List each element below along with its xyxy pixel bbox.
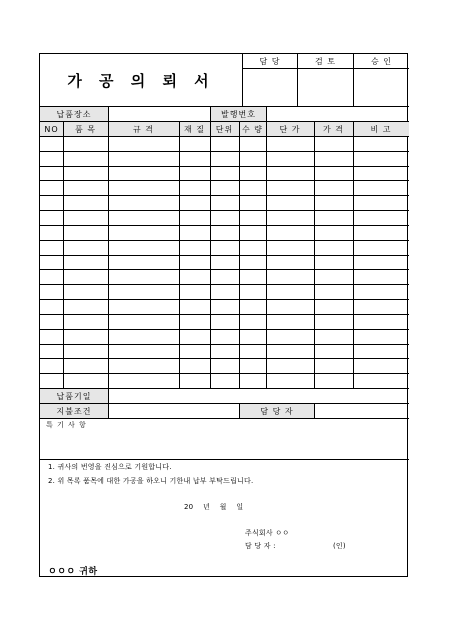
note-line-1: 1. 귀사의 번영을 진심으로 기원합니다.	[48, 463, 172, 471]
column-header-1: 품 목	[75, 124, 96, 134]
table-row[interactable]	[40, 211, 409, 225]
table-row[interactable]	[40, 152, 409, 166]
processing-request-form	[39, 53, 408, 577]
date-line: 20 년 월 일	[184, 503, 244, 511]
column-header-3: 재 질	[184, 124, 205, 134]
seal-mark: (인)	[333, 542, 346, 550]
table-row[interactable]	[40, 359, 409, 373]
table-row[interactable]	[40, 285, 409, 299]
column-header-5: 수 량	[242, 124, 263, 134]
delivery-date-label: 납품기일	[40, 389, 108, 403]
column-header-2: 규 격	[133, 124, 154, 134]
table-row[interactable]	[40, 315, 409, 329]
recipient: ㅇㅇㅇ 귀하	[48, 566, 98, 577]
delivery-place-field[interactable]	[109, 107, 210, 121]
approval-approve-sign-box[interactable]	[354, 69, 409, 106]
table-row[interactable]	[40, 137, 409, 151]
table-row[interactable]	[40, 330, 409, 344]
company-name: 주식회사 ㅇㅇ	[245, 529, 290, 537]
column-header-0: NO	[44, 124, 59, 134]
signer-label: 담 당 자 :	[245, 542, 276, 550]
payment-terms-label: 지불조건	[40, 404, 108, 418]
note-line-2: 2. 위 목록 품목에 대한 가공을 하오니 기한내 납부 부탁드립니다.	[48, 477, 254, 485]
person-in-charge-label: 담 당 자	[240, 404, 314, 418]
issue-number-label: 발행번호	[211, 107, 266, 121]
delivery-date-field[interactable]	[109, 389, 409, 403]
approval-charge-sign-box[interactable]	[243, 69, 297, 106]
table-row[interactable]	[40, 256, 409, 270]
approval-review-label: 검 토	[315, 56, 336, 66]
delivery-place-label: 납품장소	[40, 107, 108, 121]
issue-number-field[interactable]	[267, 107, 409, 121]
column-header-4: 단위	[215, 124, 234, 134]
table-row[interactable]	[40, 374, 409, 388]
table-row[interactable]	[40, 345, 409, 359]
table-row[interactable]	[40, 270, 409, 284]
special-notes-field[interactable]	[40, 431, 409, 459]
form-title: 가 공 의 뢰 서	[67, 71, 215, 90]
special-notes-label: 특 기 사 항	[46, 421, 87, 429]
table-row[interactable]	[40, 241, 409, 255]
column-header-7: 가 격	[323, 124, 344, 134]
payment-terms-field[interactable]	[109, 404, 239, 418]
table-row[interactable]	[40, 226, 409, 240]
table-row[interactable]	[40, 167, 409, 181]
approval-approve-label: 승 인	[371, 56, 392, 66]
person-in-charge-field[interactable]	[315, 404, 409, 418]
approval-charge-label: 담 당	[259, 56, 281, 66]
table-row[interactable]	[40, 181, 409, 195]
table-row[interactable]	[40, 300, 409, 314]
approval-review-sign-box[interactable]	[298, 69, 353, 106]
column-header-6: 단 가	[279, 124, 301, 134]
table-row[interactable]	[40, 196, 409, 210]
column-header-8: 비 고	[370, 124, 392, 134]
